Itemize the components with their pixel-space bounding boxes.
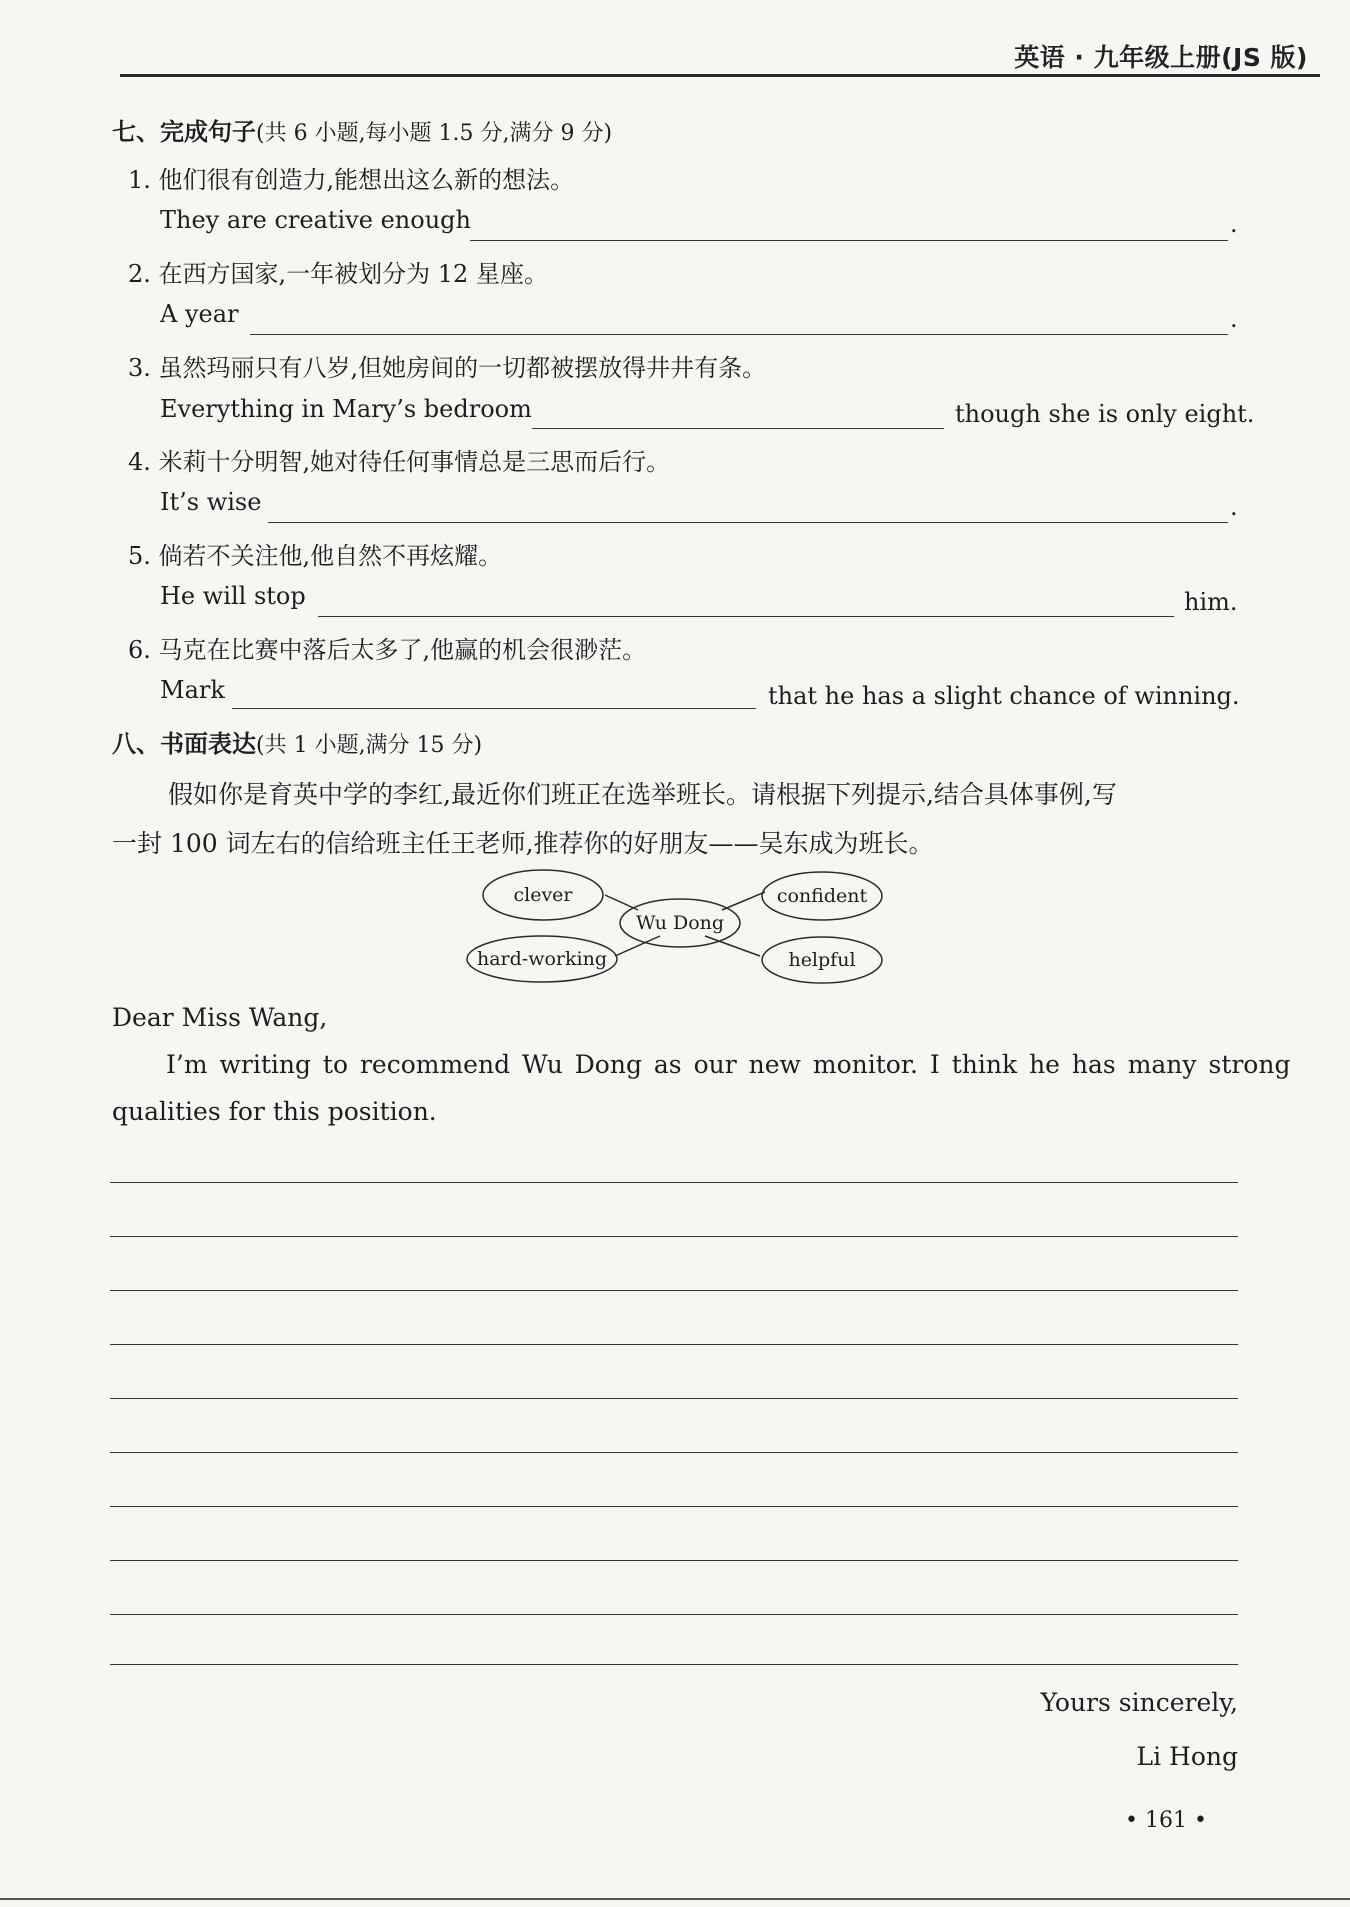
q4-english: It’s wise xyxy=(160,488,262,516)
letter-signature: Li Hong xyxy=(1136,1742,1238,1771)
q5-tail: him. xyxy=(1184,588,1238,616)
page-number: • 161 • xyxy=(1125,1808,1207,1833)
q3-tail: though she is only eight. xyxy=(955,400,1255,428)
q3-english: Everything in Mary’s bedroom xyxy=(160,395,532,423)
q6-answer-blank[interactable] xyxy=(232,708,756,709)
node-helpful: helpful xyxy=(788,949,856,971)
q4-tail: . xyxy=(1230,493,1238,521)
q1-tail: . xyxy=(1230,210,1238,238)
node-hard-working: hard-working xyxy=(476,948,608,970)
connector-helpful xyxy=(705,936,760,956)
writing-line[interactable] xyxy=(110,1664,1238,1665)
writing-line[interactable] xyxy=(110,1452,1238,1453)
writing-line[interactable] xyxy=(110,1290,1238,1291)
q2-chinese: 2. 在西方国家,一年被划分为 12 星座。 xyxy=(128,260,548,288)
q6-chinese: 6. 马克在比赛中落后太多了,他赢的机会很渺茫。 xyxy=(128,636,647,664)
writing-line[interactable] xyxy=(110,1398,1238,1399)
q2-english: A year xyxy=(160,300,239,328)
node-center: Wu Dong xyxy=(635,912,725,934)
writing-prompt-line2: 一封 100 词左右的信给班主任王老师,推荐你的好朋友——吴东成为班长。 xyxy=(112,829,934,858)
q4-answer-blank[interactable] xyxy=(268,522,1228,523)
writing-line[interactable] xyxy=(110,1614,1238,1615)
q1-chinese: 1. 他们很有创造力,能想出这么新的想法。 xyxy=(128,166,575,194)
letter-salutation: Dear Miss Wang, xyxy=(112,1003,328,1032)
bottom-rule xyxy=(0,1898,1350,1900)
header-title: 英语 · 九年级上册(JS 版) xyxy=(1014,43,1308,72)
letter-body-line1: I’m writing to recommend Wu Dong as our new monitor. I think he has many strong xyxy=(166,1050,1291,1079)
q1-english: They are creative enough xyxy=(160,206,471,234)
section7-title-text: 七、完成句子 xyxy=(112,118,256,146)
letter-closing: Yours sincerely, xyxy=(1040,1688,1238,1717)
section8-title-text: 八、书面表达 xyxy=(112,730,256,758)
q3-answer-blank[interactable] xyxy=(532,428,944,429)
writing-line[interactable] xyxy=(110,1182,1238,1183)
q2-answer-blank[interactable] xyxy=(250,334,1228,335)
writing-line[interactable] xyxy=(110,1236,1238,1237)
letter-body-line2: qualities for this position. xyxy=(112,1097,437,1126)
q2-tail: . xyxy=(1230,305,1238,333)
mind-map-diagram xyxy=(460,860,900,990)
node-clever: clever xyxy=(513,884,573,906)
q6-tail: that he has a slight chance of winning. xyxy=(768,682,1240,710)
writing-prompt-line1: 假如你是育英中学的李红,最近你们班正在选举班长。请根据下列提示,结合具体事例,写 xyxy=(168,780,1117,809)
q5-english: He will stop xyxy=(160,582,306,610)
q3-chinese: 3. 虽然玛丽只有八岁,但她房间的一切都被摆放得井井有条。 xyxy=(128,354,767,382)
q1-answer-blank[interactable] xyxy=(470,240,1228,241)
node-confident: confident xyxy=(776,885,868,907)
writing-line[interactable] xyxy=(110,1344,1238,1345)
section8-note: (共 1 小题,满分 15 分) xyxy=(256,733,483,758)
q5-answer-blank[interactable] xyxy=(318,616,1174,617)
writing-line[interactable] xyxy=(110,1560,1238,1561)
q5-chinese: 5. 倘若不关注他,他自然不再炫耀。 xyxy=(128,542,503,570)
section8-title xyxy=(112,724,482,759)
header-rule xyxy=(120,74,1320,77)
q4-chinese: 4. 米莉十分明智,她对待任何事情总是三思而后行。 xyxy=(128,448,671,476)
connector-hard-working xyxy=(615,936,660,956)
section7-note: (共 6 小题,每小题 1.5 分,满分 9 分) xyxy=(256,121,613,146)
q6-english: Mark xyxy=(160,676,225,704)
connector-confident xyxy=(722,892,765,910)
section7-title xyxy=(112,112,612,147)
writing-line[interactable] xyxy=(110,1506,1238,1507)
